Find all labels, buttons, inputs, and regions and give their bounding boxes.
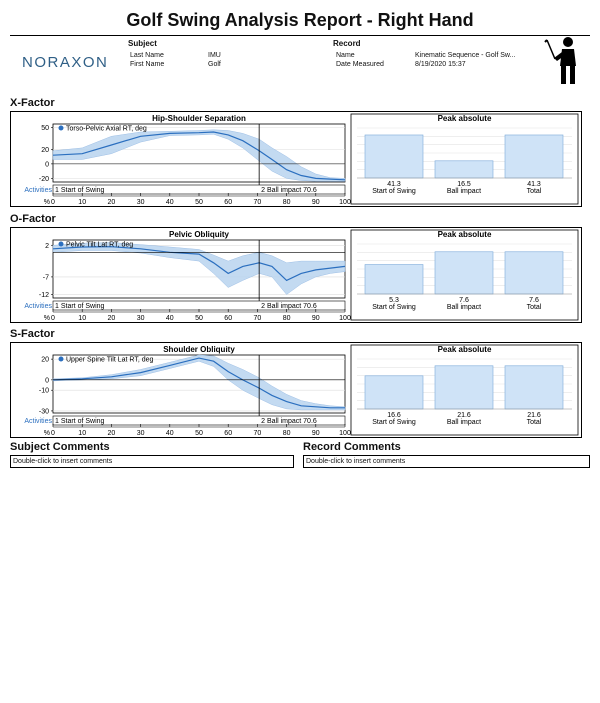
subject-heading: Subject — [128, 39, 157, 48]
peak-value-label: 41.3 — [387, 181, 401, 188]
x-tick-label: 80 — [282, 430, 291, 437]
y-tick-label: 20 — [41, 146, 49, 154]
event-impact-label: 2 Ball impact 70.6 — [261, 187, 317, 194]
peak-title: Peak absolute — [437, 230, 492, 239]
x-tick-label: 0 — [51, 430, 55, 437]
subject-comments-title: Subject Comments — [10, 441, 110, 453]
x-tick-label: 20 — [107, 430, 116, 437]
line-chart — [11, 228, 581, 322]
x-tick-label: 30 — [136, 199, 145, 206]
subject-comments-field[interactable]: Double-click to insert comments — [10, 455, 294, 468]
plot-title: Hip-Shoulder Separation — [152, 114, 246, 123]
legend-label: Pelvic Tilt Lat RT, deg — [66, 241, 134, 249]
peak-bar — [505, 135, 563, 178]
peak-bar — [435, 161, 493, 178]
x-tick-label: 50 — [195, 430, 203, 437]
x-tick-label: 90 — [311, 430, 320, 437]
x-tick-label: 10 — [78, 199, 87, 206]
line-chart — [11, 343, 581, 437]
x-tick-label: 90 — [311, 315, 320, 322]
last-name-value: IMU — [208, 52, 221, 59]
y-tick-label: -10 — [38, 387, 49, 395]
y-tick-label: -12 — [38, 291, 49, 299]
record-name-label: Name — [336, 52, 355, 59]
event-start-label: 1 Start of Swing — [55, 303, 105, 310]
x-tick-label: 100 — [339, 199, 351, 206]
y-tick-label: -7 — [42, 274, 49, 282]
record-comments-field[interactable]: Double-click to insert comments — [303, 455, 590, 468]
plot-title: Pelvic Obliquity — [168, 230, 230, 239]
x-axis-unit: % — [43, 315, 50, 322]
event-impact-label: 2 Ball impact 70.6 — [261, 418, 317, 425]
peak-value-label: 16.6 — [387, 412, 401, 419]
peak-value-label: 7.6 — [459, 297, 469, 304]
peak-value-label: 16.5 — [457, 181, 471, 188]
peak-category-label: Total — [526, 419, 542, 426]
peak-category-label: Ball impact — [446, 419, 482, 426]
peak-value-label: 41.3 — [527, 181, 541, 188]
section-heading: O-Factor — [10, 213, 56, 225]
plot-title: Shoulder Obliquity — [163, 345, 235, 354]
activities-label: Activities — [24, 303, 52, 310]
noraxon-logo: NORAXON — [22, 54, 109, 71]
x-tick-label: 0 — [51, 199, 55, 206]
peak-bar — [435, 366, 493, 409]
x-axis-unit: % — [43, 199, 50, 206]
record-heading: Record — [333, 39, 361, 48]
event-impact-label: 2 Ball impact 70.6 — [261, 303, 317, 310]
peak-category-label: Total — [526, 188, 542, 195]
golfer-icon — [544, 36, 584, 91]
y-tick-label: 0 — [45, 377, 49, 385]
event-start-label: 1 Start of Swing — [55, 418, 105, 425]
peak-value-label: 21.6 — [457, 412, 471, 419]
y-tick-label: 20 — [41, 356, 49, 364]
legend-marker — [59, 357, 64, 362]
chart-panel — [10, 111, 582, 207]
line-chart — [11, 112, 581, 206]
first-name-value: Golf — [208, 61, 221, 68]
x-tick-label: 40 — [165, 430, 174, 437]
x-tick-label: 60 — [224, 430, 233, 437]
y-tick-label: -20 — [38, 175, 49, 183]
x-tick-label: 100 — [339, 430, 351, 437]
y-tick-label: 50 — [41, 125, 49, 133]
legend-marker — [59, 126, 64, 131]
x-tick-label: 30 — [136, 315, 145, 322]
section-heading: S-Factor — [10, 328, 55, 340]
activities-label: Activities — [24, 418, 52, 425]
x-tick-label: 80 — [282, 315, 291, 322]
chart-panel — [10, 342, 582, 438]
x-tick-label: 40 — [165, 315, 174, 322]
peak-value-label: 21.6 — [527, 412, 541, 419]
x-tick-label: 40 — [165, 199, 174, 206]
date-value: 8/19/2020 15:37 — [415, 61, 466, 68]
x-tick-label: 10 — [78, 315, 87, 322]
x-tick-label: 60 — [224, 199, 233, 206]
peak-bar — [365, 376, 423, 409]
peak-bar — [505, 252, 563, 294]
peak-bar — [365, 265, 423, 294]
x-tick-label: 50 — [195, 315, 203, 322]
peak-value-label: 7.6 — [529, 297, 539, 304]
first-name-label: First Name — [130, 61, 165, 68]
peak-category-label: Start of Swing — [372, 304, 416, 311]
activities-label: Activities — [24, 187, 52, 194]
peak-value-label: 5.3 — [389, 297, 399, 304]
peak-category-label: Ball impact — [446, 188, 482, 195]
last-name-label: Last Name — [130, 52, 164, 59]
x-tick-label: 30 — [136, 430, 145, 437]
peak-category-label: Total — [526, 304, 542, 311]
x-tick-label: 10 — [78, 430, 87, 437]
report-title: Golf Swing Analysis Report - Right Hand — [126, 10, 474, 30]
record-name-value: Kinematic Sequence - Golf Sw... — [415, 52, 516, 59]
section-heading: X-Factor — [10, 97, 55, 109]
peak-bar — [505, 366, 563, 409]
x-axis-unit: % — [43, 430, 50, 437]
x-tick-label: 50 — [195, 199, 203, 206]
peak-title: Peak absolute — [437, 114, 492, 123]
legend-label: Torso-Pelvic Axial RT, deg — [66, 125, 147, 133]
x-tick-label: 70 — [253, 430, 262, 437]
x-tick-label: 60 — [224, 315, 233, 322]
x-tick-label: 20 — [107, 315, 116, 322]
x-tick-label: 0 — [51, 315, 55, 322]
x-tick-label: 80 — [282, 199, 291, 206]
record-comments-title: Record Comments — [303, 441, 401, 453]
peak-title: Peak absolute — [437, 345, 492, 354]
y-tick-label: 2 — [45, 242, 49, 250]
x-tick-label: 70 — [253, 199, 262, 206]
legend-marker — [59, 242, 64, 247]
header-divider — [10, 35, 590, 36]
chart-panel — [10, 227, 582, 323]
x-tick-label: 100 — [339, 315, 351, 322]
x-tick-label: 90 — [311, 199, 320, 206]
event-start-label: 1 Start of Swing — [55, 187, 105, 194]
date-label: Date Measured — [336, 61, 384, 68]
y-tick-label: 0 — [45, 161, 49, 169]
peak-category-label: Start of Swing — [372, 419, 416, 426]
x-tick-label: 70 — [253, 315, 262, 322]
legend-label: Upper Spine Tilt Lat RT, deg — [66, 356, 154, 364]
peak-bar — [435, 252, 493, 294]
peak-category-label: Ball impact — [446, 304, 482, 311]
peak-bar — [365, 135, 423, 178]
peak-category-label: Start of Swing — [372, 188, 416, 195]
y-tick-label: -30 — [38, 408, 49, 416]
x-tick-label: 20 — [107, 199, 116, 206]
